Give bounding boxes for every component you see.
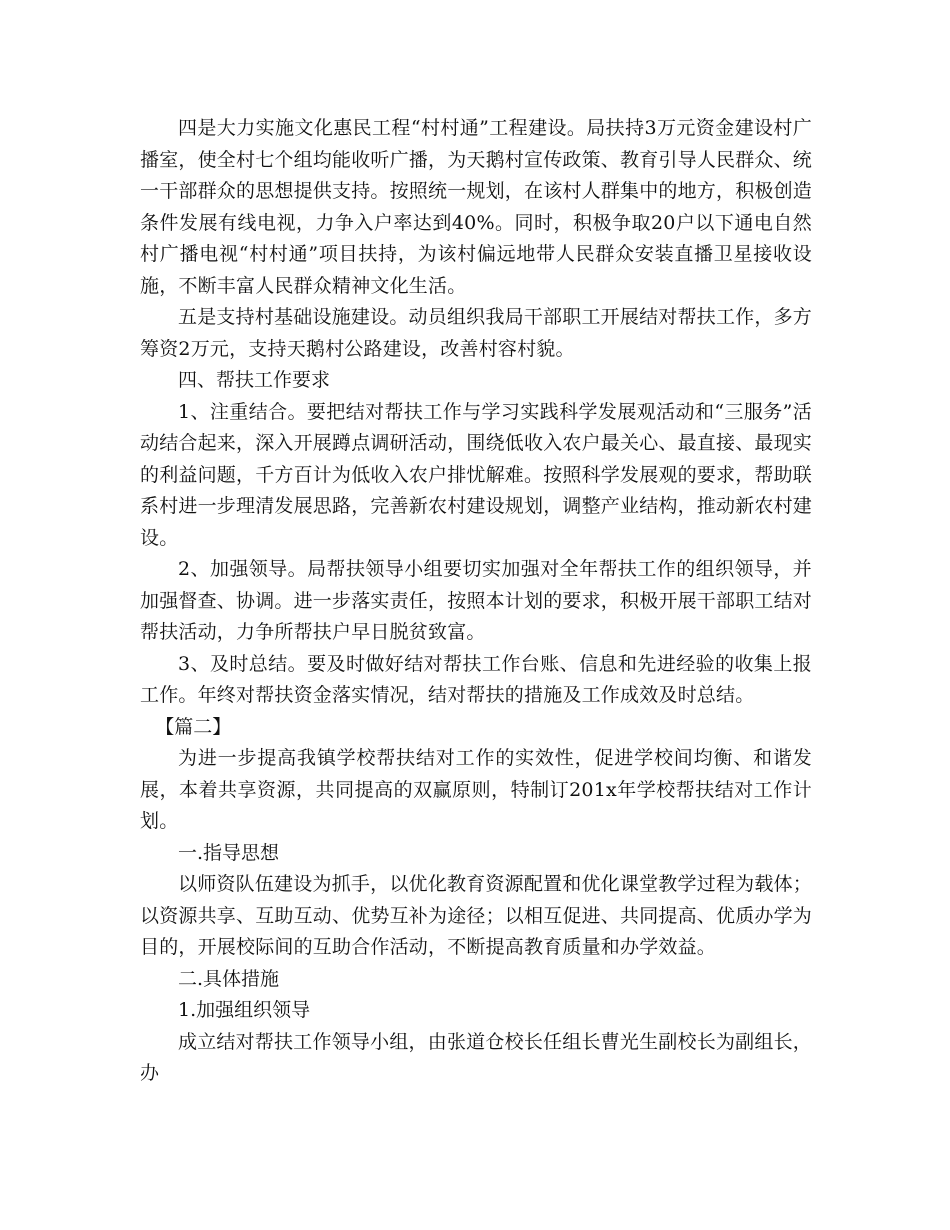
paragraph-requirement-2: 2、加强领导。局帮扶领导小组要切实加强对全年帮扶工作的组织领导，并加强督查、协调。进一步落实责任，按照本计划的要求，积极开展干部职工结对帮扶活动，力争所帮扶户早日脱贫致富。: [140, 558, 813, 643]
document-body: [140, 113, 812, 1090]
paragraph-requirement-1: 1、注重结合。要把结对帮扶工作与学习实践科学发展观活动和“三服务”活动结合起来，深入开展蹲点调研活动，围绕低收入农户最关心、最直接、最现实的利益问题，千方百计为低收入农户排忧解难。按照科学发展观的要求，帮助联系村进一步理清发展思路，完善新农村建设规划，调整产业结构，推动新农村建设。: [140, 400, 813, 549]
paragraph-requirement-3: 3、及时总结。要及时做好结对帮扶工作台账、信息和先进经验的收集上报工作。年终对帮扶资金落实情况，结对帮扶的措施及工作成效及时总结。: [140, 652, 812, 706]
paragraph-infrastructure: 五是支持村基础设施建设。动员组织我局干部职工开展结对帮扶工作，多方筹资2万元，支持天鹅村公路建设，改善村容村貌。: [140, 306, 812, 360]
paragraph-culture-project: 四是大力实施文化惠民工程“村村通”工程建设。局扶持3万元资金建设村广播室，使全村七个组均能收听广播，为天鹅村宣传政策、教育引导人民群众、统一干部群众的思想提供支持。按照统一规划，在该村人群集中的地方，积极创造条件发展有线电视，力争入户率达到40%。同时，积极争取20户以下通电自然村广播电视“村村通”项目扶持，为该村偏远地带人民群众安装直播卫星接收设施，不断丰富人民群众精神文化生活。: [140, 117, 813, 297]
paragraph-intro-part-two: 为进一步提高我镇学校帮扶结对工作的实效性，促进学校间均衡、和谐发展，本着共享资源，共同提高的双赢原则，特制订201x年学校帮扶结对工作计划。: [140, 747, 812, 832]
heading-organization: 1.加强组织领导: [178, 999, 311, 1021]
heading-measures: 二.具体措施: [178, 967, 280, 990]
paragraph-organization: 成立结对帮扶工作领导小组，由张道仓校长任组长曹光生副校长为副组长，办: [140, 1030, 812, 1084]
heading-requirements: 四、帮扶工作要求: [178, 369, 331, 391]
paragraph-guiding-thought: 以师资队伍建设为抓手，以优化教育资源配置和优化课堂教学过程为载体；以资源共享、互助互动、优势互补为途径；以相互促进、共同提高、优质办学为目的，开展校际间的互助合作活动，不断提高教育质量和办学效益。: [140, 873, 813, 958]
heading-guiding-thought: 一.指导思想: [178, 841, 280, 864]
section-title-part-two: 【篇二】: [155, 715, 232, 738]
